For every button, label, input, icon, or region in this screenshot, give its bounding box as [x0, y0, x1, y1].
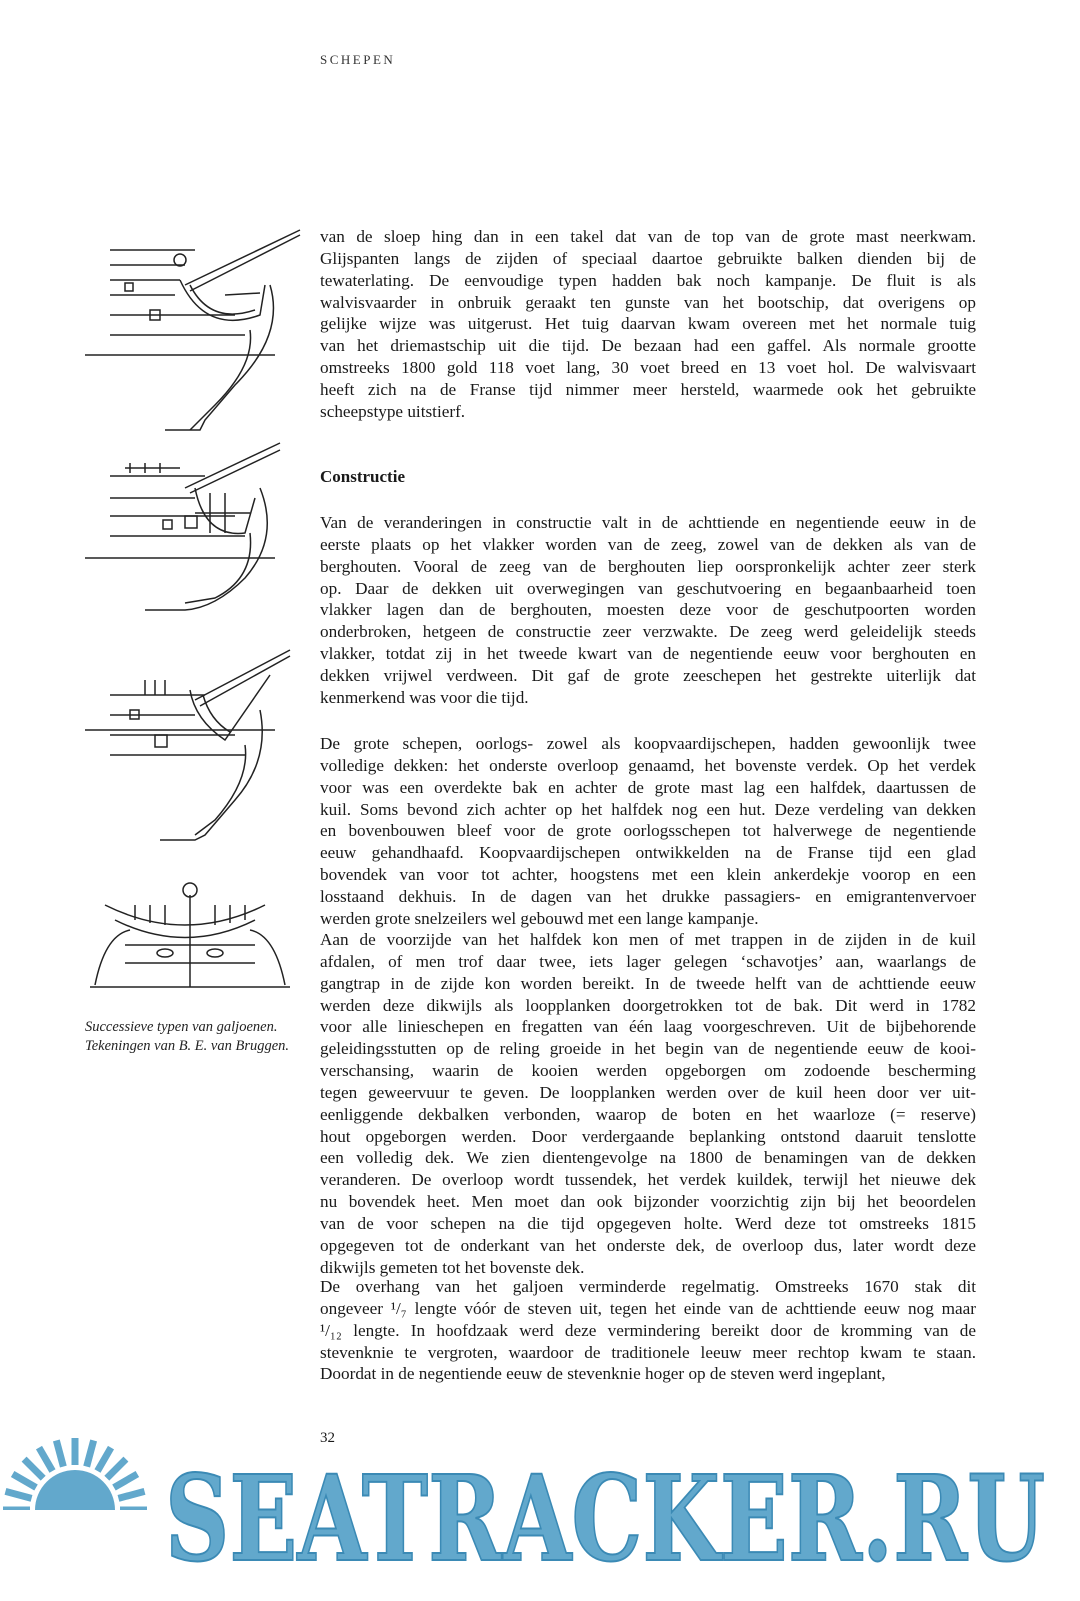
- text-line: stevenknie te vergroten, waardoor de traditionele leeuw meer rechtop kwam te staan.: [320, 1342, 976, 1362]
- text-line: losstaand dekhuis. In de dagen van het drukke passagiers- en emigrantenvervoer: [320, 886, 976, 906]
- text-line: geleidingsstutten op de reling groeide in het begin van de negentiende eeuw de kooi-: [320, 1039, 976, 1059]
- paragraph: [320, 1276, 976, 1385]
- text-line: voor alle linieschepen en fregatten van één laag voorgeschreven. Uit de bijbehorende: [320, 1017, 976, 1037]
- text-line: dikwijls gemeten tot het bovenste dek.: [320, 1257, 585, 1277]
- sun-ray: [39, 1448, 53, 1471]
- text-line: De overhang van het galjoen verminderde regelmatig. Omstreeks 1670 stak dit: [320, 1277, 976, 1296]
- text-line: verschansing, waarin de kooien werden opgeborgen om zodoende bescherming: [320, 1061, 976, 1081]
- text-line: hout opgeborgen werden. Door verdergaande beplanking ontstond daaruit tenslotte: [320, 1126, 976, 1146]
- sun-ray: [24, 1459, 43, 1478]
- sun-ray: [114, 1474, 137, 1488]
- text-line: Doordat in de negentiende eeuw de stevenknie hoger op de steven werd ingeplant,: [320, 1364, 886, 1384]
- sun-ray: [107, 1459, 126, 1478]
- text-line: kenmerkend was voor die tijd.: [320, 687, 529, 707]
- text-line: voor was een overdekte bak en achter de grote mast lag een halfdek, daartussen de: [320, 777, 976, 797]
- text-line: eeuw gehandhaafd. Koopvaardijschepen ontwikkelden na de Franse tijd een glad: [320, 843, 976, 863]
- running-head: SCHEPEN: [320, 52, 396, 67]
- watermark-text: SEATRACKER.RU: [165, 1449, 1045, 1588]
- figure-galjoen-1: [85, 225, 305, 435]
- text-line: opgegeven tot de onderkant van het onderste dek, de overloop dus, later wordt deze: [320, 1235, 976, 1255]
- text-line: van het driemastschip uit die tijd. De bezaan had een gaffel. Als normale grootte: [320, 336, 976, 356]
- paragraph: [320, 512, 976, 709]
- text-line: onderbroken, hetgeen de constructie zeer verzwakte. De zeeg werd geleidelijk steeds: [320, 622, 976, 642]
- section-heading: Constructie: [320, 467, 405, 486]
- figure-galjoen-2: [85, 438, 305, 638]
- text-line: omstreeks 1800 gold 118 voet lang, 30 voet breed en 13 voet hol. De walvisvaart: [320, 358, 976, 378]
- text-line: De grote schepen, oorlogs- zowel als koopvaardijschepen, hadden gewoonlijk twee: [320, 734, 976, 753]
- watermark-logo: [0, 1410, 1080, 1601]
- text-line: eenliggende dekbalken verbonden, waarop de boten en het waarloze (= reserve): [320, 1104, 976, 1124]
- text-line: veranderen. De overloop wordt tussendek, het verdek kuildek, terwijl het nieuwe dek: [320, 1170, 976, 1190]
- text-line: vlakker lagen dan de berghouten, moesten deze voor de geschutpoorten worden: [320, 600, 976, 620]
- figure-galjoen-3: [85, 640, 305, 850]
- text-line: Van de veranderingen in constructie valt in de achttiende en negentiende eeuw in de: [320, 513, 976, 532]
- text-line: afdalen, of men trof daar twee, iets lager gelegen ‘schavotjes’ aan, waarlangs de: [320, 951, 976, 971]
- text-line: van de voor schepen na die tijd opgegeven holte. Werd deze tot omstreeks 1815: [320, 1213, 976, 1233]
- text-line: Glijspanten langs de zijden of speciaal daartoe gebruikte balken dienden bij de: [320, 248, 976, 268]
- text-line: vlakker, totdat zij in het tweede kwart van de negentiende eeuw voor berghouten en: [320, 644, 976, 664]
- text-line: van de sloep hing dan in een takel dat van de top van de grote mast neerkwam.: [320, 227, 976, 246]
- paragraph: [320, 929, 976, 1279]
- text-line: werden grote snelzeilers wel gebouwd met een lange kampanje.: [320, 908, 759, 928]
- text-line: op. Daar de dekken uit overwegingen van geschutvoering en begaanbaarheid toen: [320, 578, 976, 598]
- text-line: tegen geweervuur te geven. De loopplanken werden over de kuil heen door ver uit-: [320, 1082, 976, 1102]
- text-line: eerste plaats op het vlakker worden van de zeeg, zowel van de dekken als van de: [320, 534, 976, 554]
- sun-ray: [5, 1491, 31, 1498]
- sun-ray: [118, 1491, 144, 1498]
- text-line: Aan de voorzijde van het halfdek kon men of met trappen in de zijden in de kuil: [320, 930, 976, 949]
- page-number: 32: [320, 1430, 335, 1446]
- text-line: gelijke wijze was uitgerust. Het tuig daarvan kwam overeen met het normale tuig: [320, 314, 976, 334]
- sun-ray: [87, 1440, 94, 1466]
- text-line: berghouten. Vooral de zeeg van de berghouten liep oorspronkelijk achter zeer sterk: [320, 556, 976, 576]
- text-line: dekken vrijwel verdween. Dit gaf de grote zeeschepen het gestrekte uiterlijk dat: [320, 665, 976, 685]
- text-line: ¹/₁₂ lengte. In hoofdzaak werd deze vermindering bereikt door de kromming van de: [320, 1320, 976, 1340]
- sun-ray: [98, 1448, 112, 1471]
- figure-galjoen-front: [85, 875, 295, 1000]
- figure-caption: Successieve typen van galjoenen. Tekeningen van B. E. van Bruggen.: [85, 1019, 290, 1054]
- text-line: tewaterlating. De eenvoudige typen hadden bak noch kampanje. De fluit is als: [320, 270, 976, 290]
- paragraph-intro: [320, 226, 976, 423]
- text-line: ongeveer ¹/₇ lengte vóór de steven uit, tegen het einde van de achttiende eeuw nog maar: [320, 1298, 976, 1318]
- text-line: heeft zich na de Franse tijd nimmer meer hersteld, waarmede ook het gebruikte: [320, 379, 976, 399]
- text-line: scheepstype uitstierf.: [320, 401, 466, 421]
- text-line: werden deze dikwijls als loopplanken doorgetrokken tot de bak. Dit werd in 1782: [320, 995, 976, 1015]
- sun-ray: [56, 1440, 63, 1466]
- text-line: walvisvaarder in onbruik geraakt ten gunste van het bootschip, dat overigens op: [320, 292, 976, 312]
- text-line: een volledig dek. We zien dientengevolge na 1800 de benamingen van de dekken: [320, 1148, 976, 1168]
- sun-ray: [13, 1474, 36, 1488]
- text-line: gangtrap in de zijde kon worden bereikt. In de tweede helft van de achttiende eeuw: [320, 973, 976, 993]
- text-line: volledige dekken: het onderste overloop genaamd, het bovenste verdek. Op het verdek: [320, 755, 976, 775]
- text-line: en bovenbouwen bleef voor de grote oorlogsschepen tot halverwege de negentiende: [320, 821, 976, 841]
- text-line: nu bovendek heet. Men moet dan ook bijzonder voorzichtig zijn bij het beoordelen: [320, 1192, 976, 1212]
- text-line: bovendek van voor tot achter, hoogstens met een klein ankerdekje voorop en een: [320, 865, 976, 885]
- text-line: kuil. Soms bevond zich achter op het halfdek nog een hut. Deze verdeling van dekken: [320, 799, 976, 819]
- paragraph: [320, 733, 976, 930]
